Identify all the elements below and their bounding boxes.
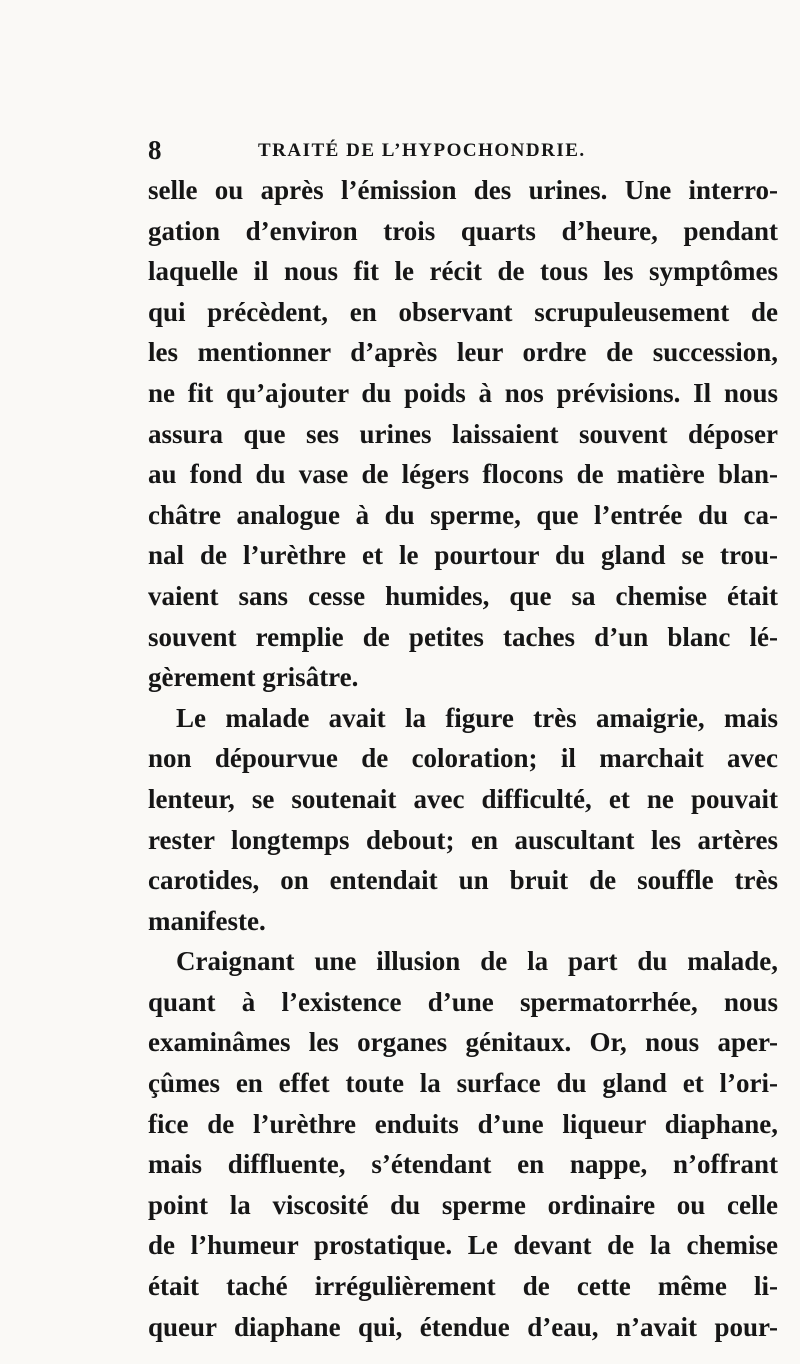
text-line: selle ou après l’émission des urines. Une interro- — [148, 175, 778, 205]
text-line: examinâmes les organes génitaux. Or, nous aper- — [148, 1027, 778, 1058]
text-line: était taché irrégulièrement de cette même li- — [148, 1271, 778, 1302]
body-text — [148, 170, 778, 1347]
text-line: mais diffluente, s’étendant en nappe, n’offrant — [148, 1149, 778, 1180]
text-line: gation d’environ trois quarts d’heure, pendant — [148, 215, 778, 246]
text-line: fice de l’urèthre enduits d’une liqueur diaphane, — [148, 1108, 778, 1139]
text-line: queur diaphane qui, étendue d’eau, n’avait pour- — [148, 1311, 778, 1342]
paragraph-start-line: Craignant une illusion de la part du malade, — [176, 946, 778, 977]
paragraph-end-line: gèrement grisâtre. — [148, 662, 359, 693]
text-line: les mentionner d’après leur ordre de succession, — [148, 337, 778, 368]
text-line: çûmes en effet toute la surface du gland et l’ori- — [148, 1068, 778, 1099]
paragraph-start-line: Le malade avait la figure très amaigrie, mais — [176, 702, 778, 733]
paragraph-end-line: manifeste. — [148, 905, 266, 936]
text-line: rester longtemps debout; en auscultant les artères — [148, 824, 778, 855]
text-line: quant à l’existence d’une spermatorrhée, nous — [148, 986, 778, 1017]
text-line: vaient sans cesse humides, que sa chemise était — [148, 580, 778, 611]
text-line: ne fit qu’ajouter du poids à nos prévisions. Il nous — [148, 377, 778, 408]
text-line: souvent remplie de petites taches d’un blanc lé- — [148, 621, 778, 652]
text-line: non dépourvue de coloration; il marchait avec — [148, 743, 778, 774]
text-line: assura que ses urines laissaient souvent déposer — [148, 418, 778, 449]
text-line: au fond du vase de légers flocons de matière blan- — [148, 459, 778, 490]
page-number: 8 — [148, 135, 162, 165]
text-line: carotides, on entendait un bruit de souffle très — [148, 865, 778, 896]
text-line: lenteur, se soutenait avec difficulté, et ne pouvait — [148, 783, 778, 814]
text-line: nal de l’urèthre et le pourtour du gland se trou- — [148, 540, 778, 571]
page-header — [0, 132, 800, 172]
text-line: laquelle il nous fit le récit de tous les symptômes — [148, 256, 778, 287]
running-head: TRAITÉ DE L’HYPOCHONDRIE. — [258, 140, 586, 161]
text-line: qui précèdent, en observant scrupuleusement de — [148, 296, 778, 327]
text-line: point la viscosité du sperme ordinaire ou celle — [148, 1189, 778, 1220]
text-line: de l’humeur prostatique. Le devant de la chemise — [148, 1230, 778, 1261]
text-line: châtre analogue à du sperme, que l’entrée du ca- — [148, 499, 778, 530]
